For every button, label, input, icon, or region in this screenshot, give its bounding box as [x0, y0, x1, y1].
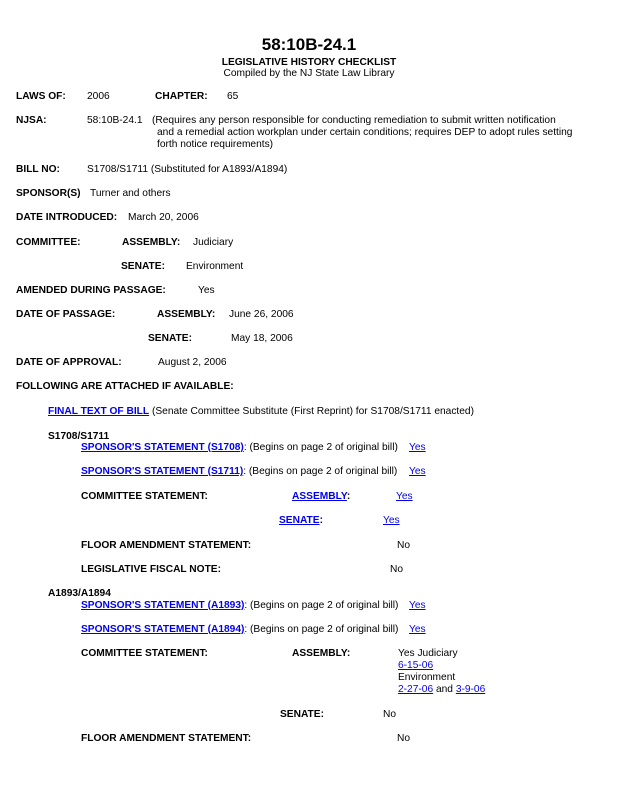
passage-senate-value: May 18, 2006	[231, 333, 293, 344]
s1711-sponsor-statement-link[interactable]: SPONSOR'S STATEMENT (S1711)	[81, 466, 244, 477]
njsa-desc-line-2: and a remedial action workplan under certain conditions; requires DEP to adopt rules setting	[157, 127, 573, 138]
bill-no-value: S1708/S1711 (Substituted for A1893/A1894)	[87, 164, 288, 175]
date-of-approval-label: DATE OF APPROVAL:	[16, 357, 122, 368]
a-committee-senate-value: No	[383, 709, 397, 720]
bill-no-label: BILL NO:	[16, 164, 60, 175]
final-text-row	[48, 406, 474, 418]
final-text-desc: (Senate Committee Substitute (First Reprint) for S1708/S1711 enacted)	[151, 406, 474, 417]
s-committee-senate-yes-link[interactable]: Yes	[383, 515, 400, 526]
attached-heading: FOLLOWING ARE ATTACHED IF AVAILABLE:	[16, 381, 234, 392]
s1711-sponsor-yes-link[interactable]: Yes	[409, 466, 426, 477]
njsa-value: 58:10B-24.1	[87, 115, 143, 126]
chapter-label: CHAPTER:	[155, 91, 208, 102]
amended-label: AMENDED DURING PASSAGE:	[16, 285, 166, 296]
sponsors-label: SPONSOR(S)	[16, 188, 81, 199]
s1708-sponsor-yes-link[interactable]: Yes	[409, 442, 426, 453]
s-committee-statement-label: COMMITTEE STATEMENT:	[81, 491, 208, 502]
a-section-heading: A1893/A1894	[48, 588, 111, 599]
a-committee-date-6-15-06-link[interactable]: 6-15-06	[398, 660, 434, 671]
a1894-sponsor-yes-link[interactable]: Yes	[409, 624, 426, 635]
compiled-by: Compiled by the NJ State Law Library	[223, 68, 395, 79]
a-floor-amendment-value: No	[397, 733, 411, 744]
njsa-desc-line-1: (Requires any person responsible for conducting remediation to submit written notification	[152, 115, 556, 126]
s-committee-assembly-yes-link[interactable]: Yes	[396, 491, 413, 502]
s-committee-senate-link[interactable]: SENATE	[279, 515, 320, 526]
a-committee-assembly-line-1: Yes Judiciary	[398, 648, 458, 659]
s1708-sponsor-statement-link[interactable]: SPONSOR'S STATEMENT (S1708)	[81, 442, 244, 453]
s-floor-amendment-label: FLOOR AMENDMENT STATEMENT:	[81, 540, 252, 551]
date-introduced-value: March 20, 2006	[128, 212, 199, 223]
s1708-sponsor-statement-desc: : (Begins on page 2 of original bill)	[243, 442, 398, 453]
a1893-sponsor-statement-desc: : (Begins on page 2 of original bill)	[244, 600, 399, 611]
njsa-desc-line-3: forth notice requirements)	[157, 139, 274, 150]
laws-of-label: LAWS OF:	[16, 91, 66, 102]
a-committee-assembly-line-3: Environment	[398, 672, 456, 683]
laws-of-value: 2006	[87, 91, 110, 102]
a-committee-dates-row	[398, 684, 485, 696]
s-fiscal-note-label: LEGISLATIVE FISCAL NOTE:	[81, 564, 221, 575]
a-committee-date-2-27-06-link[interactable]: 2-27-06	[398, 684, 434, 695]
final-text-link[interactable]: FINAL TEXT OF BILL	[48, 406, 150, 417]
s-committee-assembly-colon: :	[346, 491, 351, 502]
a1894-sponsor-statement-link[interactable]: SPONSOR'S STATEMENT (A1894)	[81, 624, 245, 635]
s-fiscal-note-value: No	[390, 564, 404, 575]
committee-label: COMMITTEE:	[16, 237, 81, 248]
a-committee-assembly-label: ASSEMBLY:	[292, 648, 351, 659]
s-sponsor-statement-2-row	[81, 466, 397, 478]
a1893-sponsor-statement-link[interactable]: SPONSOR'S STATEMENT (A1893)	[81, 600, 245, 611]
s-section-heading: S1708/S1711	[48, 431, 110, 442]
s1711-sponsor-statement-desc: : (Begins on page 2 of original bill)	[243, 466, 398, 477]
s-committee-senate-colon: :	[319, 515, 323, 526]
a-sponsor-statement-1-row	[81, 600, 398, 612]
committee-senate-value: Environment	[186, 261, 244, 272]
a-floor-amendment-label: FLOOR AMENDMENT STATEMENT:	[81, 733, 252, 744]
passage-assembly-label: ASSEMBLY:	[157, 309, 216, 320]
committee-assembly-label: ASSEMBLY:	[122, 237, 181, 248]
a-committee-statement-label: COMMITTEE STATEMENT:	[81, 648, 208, 659]
passage-assembly-value: June 26, 2006	[229, 309, 294, 320]
committee-senate-label: SENATE:	[121, 261, 165, 272]
committee-assembly-value: Judiciary	[193, 237, 234, 248]
date-of-passage-label: DATE OF PASSAGE:	[16, 309, 116, 320]
a1893-sponsor-yes-link[interactable]: Yes	[409, 600, 426, 611]
a1894-sponsor-statement-desc: : (Begins on page 2 of original bill)	[244, 624, 399, 635]
s-committee-assembly-row	[292, 491, 350, 503]
s-floor-amendment-value: No	[397, 540, 411, 551]
a-committee-date-3-9-06-link[interactable]: 3-9-06	[455, 684, 486, 695]
s-sponsor-statement-1-row	[81, 442, 398, 454]
s-committee-senate-row	[279, 515, 323, 527]
date-introduced-label: DATE INTRODUCED:	[16, 212, 118, 223]
chapter-value: 65	[227, 91, 239, 102]
sponsors-value: Turner and others	[90, 188, 171, 199]
a-committee-senate-label: SENATE:	[280, 709, 324, 720]
checklist-subtitle: LEGISLATIVE HISTORY CHECKLIST	[221, 57, 397, 68]
page-title: 58:10B-24.1	[261, 35, 357, 54]
a-sponsor-statement-2-row	[81, 624, 398, 636]
passage-senate-label: SENATE:	[148, 333, 192, 344]
njsa-label: NJSA:	[16, 115, 47, 126]
s-committee-assembly-link[interactable]: ASSEMBLY	[292, 491, 347, 502]
date-of-approval-value: August 2, 2006	[158, 357, 227, 368]
a-committee-and-text: and	[435, 684, 453, 695]
amended-value: Yes	[198, 285, 215, 296]
